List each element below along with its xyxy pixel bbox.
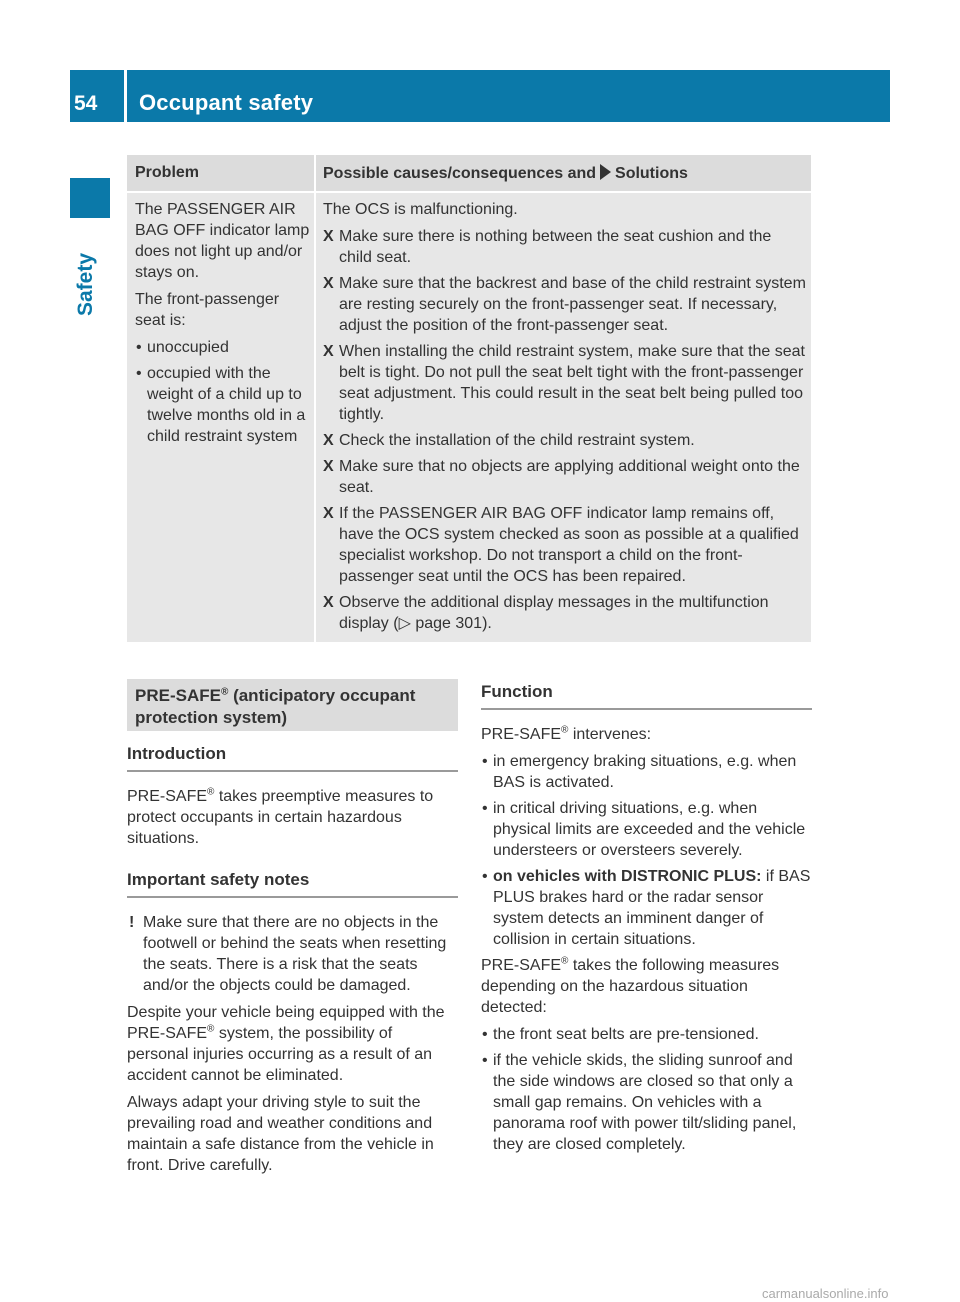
list-item: • on vehicles with DISTRONIC PLUS: if BAS PLUS brakes hard or the radar sensor system detects an imminent danger of collision in certain situations. (482, 868, 811, 948)
problem-intro: The PASSENGER AIR BAG OFF indicator lamp does not light up and/or stays on. (135, 201, 310, 281)
step-icon: X (323, 228, 334, 245)
solution-step: X If the PASSENGER AIR BAG OFF indicator lamp remains off, have the OCS system checked as soon as possible at a qualified specialist workshop. Do not transport a child on the front-passenger seat until the OCS has been repaired. (323, 505, 799, 585)
solution-step: X Make sure there is nothing between the seat cushion and the child seat. (323, 228, 772, 266)
page-ref-link[interactable]: page 301 (415, 615, 483, 632)
bullet-icon: • (482, 753, 488, 770)
bullet-icon: • (482, 800, 488, 817)
solution-step: X Observe the additional display messages in the multifunction display (▷ page 301). (323, 594, 769, 632)
list-item: • in emergency braking situations, e.g. when BAS is activated. (482, 753, 797, 791)
solution-step: X Check the installation of the child restraint system. (323, 432, 695, 449)
row-separator (127, 191, 811, 193)
heading-function: Function (481, 681, 812, 710)
table-header-solutions (323, 164, 688, 183)
solution-step: X When installing the child restraint system, make sure that the seat belt is tight. Do not pull the seat belt tight with the front-passenger seat adjustment. This could result in the seat belt being pulled too tightly. (323, 343, 805, 423)
intervenes-text: PRE-SAFE® intervenes: (481, 724, 652, 743)
despite-text: Despite your vehicle being equipped with the PRE-SAFE® system, the possibility of personal injuries occurring as a result of an accident cannot be eliminated. (127, 1004, 445, 1084)
solutions-cell (323, 199, 807, 639)
bullet-icon: • (482, 868, 488, 885)
page-title: Occupant safety (139, 90, 314, 115)
problem-cell (135, 199, 311, 452)
always-text: Always adapt your driving style to suit the prevailing road and weather conditions and maintain a safe distance from the vehicle in front. Drive carefully. (127, 1094, 434, 1174)
page-number: 54 (74, 92, 98, 115)
measures-text: PRE-SAFE® takes the following measures depending on the hazardous situation detected: (481, 955, 780, 1016)
list-item: • unoccupied (136, 339, 229, 356)
side-tab-label: Safety (74, 252, 97, 316)
step-icon: X (323, 458, 334, 475)
side-tab-marker (70, 178, 110, 218)
column-separator (314, 155, 316, 642)
step-icon: X (323, 432, 334, 449)
list-item: • if the vehicle skids, the sliding sunroof and the side windows are closed so that only a small gap remains. On vehicles with a panorama roof with power tilt/sliding panel, they are closed completely. (482, 1052, 797, 1153)
warning-icon: ! (129, 914, 135, 931)
list-item: • the front seat belts are pre-tensioned. (482, 1026, 759, 1043)
header-causes-label: Possible causes/consequences and (323, 165, 597, 182)
footer-watermark: carmanualsonline.info (762, 1286, 889, 1301)
problem-table (127, 155, 811, 642)
bullet-icon: • (482, 1026, 488, 1043)
left-column (127, 679, 458, 1182)
step-arrow-icon (600, 164, 611, 180)
bullet-icon: • (482, 1052, 488, 1069)
problem-seat: The front-passenger seat is: (135, 291, 280, 329)
heading-safety-notes: Important safety notes (127, 869, 458, 898)
step-icon: X (323, 594, 334, 611)
list-item: • in critical driving situations, e.g. when physical limits are exceeded and the vehicle understeers or oversteers severely. (482, 800, 806, 859)
step-icon: X (323, 343, 334, 360)
solution-step: X Make sure that no objects are applying additional weight onto the seat. (323, 458, 800, 496)
step-icon: X (323, 505, 334, 522)
header-solutions-label: Solutions (615, 165, 688, 182)
solution-step: X Make sure that the backrest and base of the child restraint system are resting securely on the front-passenger seat. If necessary, adjust the position of the front-passenger seat. (323, 275, 806, 334)
warning-note: ! Make sure that there are no objects in the footwell or behind the seats when resetting the seats. There is a risk that the seats and/or the objects could be damaged. (129, 914, 447, 994)
step-icon: X (323, 275, 334, 292)
intro-text: PRE-SAFE® takes preemptive measures to protect occupants in certain hazardous situations. (127, 786, 434, 847)
section-title-pre-safe: PRE-SAFE® (anticipatory occupant protection system) (127, 679, 458, 731)
bullet-icon: • (136, 339, 142, 356)
right-column (481, 679, 812, 1160)
page-ref-icon: ▷ (398, 615, 416, 632)
list-item: • occupied with the weight of a child up to twelve months old in a child restraint system (136, 365, 306, 445)
heading-introduction: Introduction (127, 743, 458, 772)
bullet-icon: • (136, 365, 142, 382)
cause-text: The OCS is malfunctioning. (323, 201, 518, 218)
header-separator (124, 70, 127, 122)
table-header-problem: Problem (135, 164, 200, 181)
